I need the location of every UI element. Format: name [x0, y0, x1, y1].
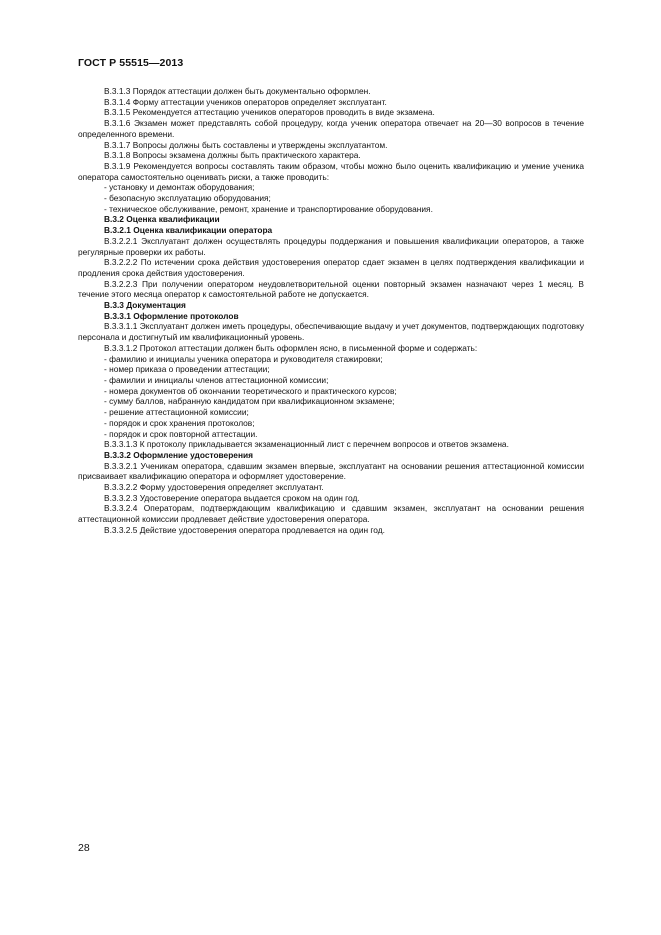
- paragraph: В.3.1.6 Экзамен может представлять собой процедуру, когда ученик оператора отвечает на 20—30 вопросов в течение определенного времени.: [78, 118, 584, 139]
- list-item: - порядок и срок повторной аттестации.: [104, 428, 258, 439]
- paragraph: В.3.1.7 Вопросы должны быть составлены и утверждены эксплуатантом.: [104, 139, 388, 150]
- paragraph: В.3.3.2.2 Форму удостоверения определяет эксплуатант.: [104, 482, 324, 493]
- page-number: 28: [78, 842, 90, 854]
- paragraph: В.3.3.2.5 Действие удостоверения оператора продлевается на один год.: [104, 524, 385, 535]
- list-item: - сумму баллов, набранную кандидатом при квалификационном экзамене;: [104, 396, 395, 407]
- paragraph: В.3.3.2.1 Ученикам оператора, сдавшим экзамен впервые, эксплуатант на основании решения аттестационной комиссии присваивает квалификацию оператора и оформляет удостоверение.: [78, 460, 584, 482]
- list-item: - порядок и срок хранения протоколов;: [104, 417, 255, 428]
- list-item: - решение аттестационной комиссии;: [104, 407, 249, 418]
- paragraph: В.3.2.2.3 При получении оператором неудовлетворительной оценки повторный экзамен назначают через 1 месяц. В течение этого месяца оператор к самостоятельной работе не допускается.: [78, 278, 584, 300]
- paragraph: В.3.3.1.2 Протокол аттестации должен быть оформлен ясно, в письменной форме и содержать:: [104, 342, 478, 353]
- paragraph: В.3.1.8 Вопросы экзамена должны быть практического характера.: [104, 150, 361, 161]
- list-item: - установку и демонтаж оборудования;: [104, 182, 255, 193]
- paragraph: В.3.3.1.3 К протоколу прикладывается экзаменационный лист с перечнем вопросов и ответов экзамена.: [104, 439, 509, 450]
- list-item: - номер приказа о проведении аттестации;: [104, 364, 270, 375]
- list-item: - безопасную эксплуатацию оборудования;: [104, 193, 271, 204]
- paragraph: В.3.1.4 Форму аттестации учеников операторов определяет эксплуатант.: [104, 96, 387, 107]
- paragraph: В.3.3.1.1 Эксплуатант должен иметь процедуры, обеспечивающие выдачу и учет документов, подтверждающих подготовку персонала и достигнутый им квалификационный уровень.: [78, 321, 584, 343]
- paragraph: В.3.2.2.2 По истечении срока действия удостоверения оператор сдает экзамен в целях подтверждения квалификации и продления срока действия удостоверения.: [78, 257, 584, 278]
- list-item: - техническое обслуживание, ремонт, хранение и транспортирование оборудования.: [104, 203, 433, 214]
- paragraph: В.3.2.2.1 Эксплуатант должен осуществлять процедуры поддержания и повышения квалификации операторов, а также регулярные проверки их работы.: [78, 235, 584, 257]
- section-heading: В.3.3 Документация: [104, 300, 186, 311]
- paragraph: В.3.3.2.4 Операторам, подтверждающим квалификацию и сдавшим экзамен, эксплуатант на основании решения аттестационной комиссии продлевает действие удостоверения оператора.: [78, 503, 584, 525]
- list-item: - фамилии и инициалы членов аттестационной комиссии;: [104, 374, 329, 385]
- section-heading: В.3.3.1 Оформление протоколов: [104, 310, 239, 321]
- list-item: - фамилию и инициалы ученика оператора и руководителя стажировки;: [104, 353, 383, 364]
- section-heading: В.3.2 Оценка квалификации: [104, 214, 220, 225]
- list-item: - номера документов об окончании теоретического и практического курсов;: [104, 385, 397, 396]
- paragraph: В.3.1.5 Рекомендуется аттестацию учеников операторов проводить в виде экзамена.: [104, 107, 435, 118]
- section-heading: В.3.2.1 Оценка квалификации оператора: [104, 225, 273, 236]
- paragraph: В.3.1.9 Рекомендуется вопросы составлять таким образом, чтобы можно было оценить квалификацию и умение ученика оператора самостоятельно оценивать риски, а также проводить:: [78, 160, 584, 182]
- paragraph: В.3.3.2.3 Удостоверение оператора выдается сроком на один год.: [104, 492, 360, 503]
- document-body: [78, 86, 584, 536]
- document-header: ГОСТ Р 55515—2013: [78, 57, 184, 69]
- paragraph: В.3.1.3 Порядок аттестации должен быть документально оформлен.: [104, 86, 371, 96]
- section-heading: В.3.3.2 Оформление удостоверения: [104, 449, 253, 460]
